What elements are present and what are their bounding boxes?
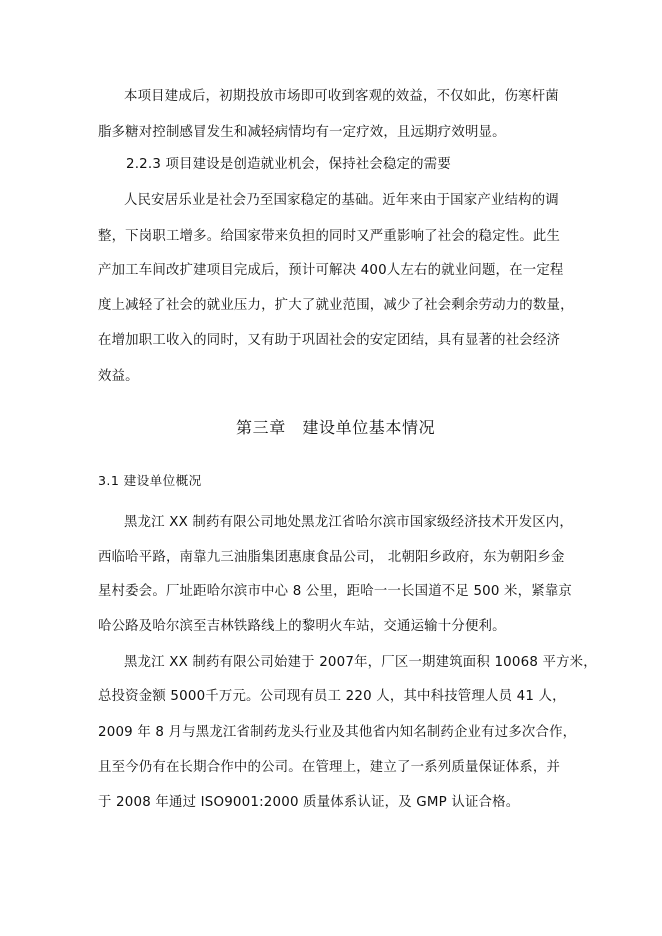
paragraph-2-line-3: 产加工车间改扩建项目完成后，预计可解决 400人左右的就业问题，在一定程 (98, 263, 564, 278)
paragraph-4-line-1: 黑龙江 XX 制药有限公司始建于 2007年，厂区一期建筑面积 10068 平方米， (124, 655, 597, 670)
paragraph-3-line-3: 星村委会。厂址距哈尔滨市中心 8 公里，距哈一一长国道不足 500 米，紧靠京 (98, 584, 573, 599)
paragraph-3-line-2: 西临哈平路，南靠九三油脂集团惠康食品公司， 北朝阳乡政府，东为朝阳乡金 (98, 550, 565, 565)
paragraph-1-line-1: 本项目建成后，初期投放市场即可收到客观的效益，不仅如此，伤寒杆菌 (124, 89, 559, 104)
paragraph-4-line-2: 总投资金额 5000千万元。公司现有员工 220 人，其中科技管理人员 41 人， (98, 689, 566, 704)
paragraph-2-line-6: 效益。 (98, 369, 139, 384)
subheading-2-2-3: 2.2.3 项目建设是创造就业机会，保持社会稳定的需要 (126, 157, 451, 172)
paragraph-2-line-5: 在增加职工收入的同时，又有助于巩固社会的安定团结，具有显著的社会经济 (98, 333, 561, 348)
paragraph-2-line-2: 整，下岗职工增多。给国家带来负担的同时又严重影响了社会的稳定性。此生 (98, 229, 561, 244)
paragraph-3-line-1: 黑龙江 XX 制药有限公司地处黑龙江省哈尔滨市国家级经济技术开发区内， (124, 515, 573, 530)
paragraph-4-line-4: 且至今仍有在长期合作中的公司。在管理上，建立了一系列质量保证体系，并 (98, 760, 561, 775)
chapter-title: 第三章 建设单位基本情况 (236, 418, 436, 437)
paragraph-4-line-5: 于 2008 年通过 ISO9001:2000 质量体系认证，及 GMP 认证合格。 (98, 795, 520, 810)
section-3-1-heading: 3.1 建设单位概况 (98, 473, 202, 488)
paragraph-2-line-4: 度上减轻了社会的就业压力，扩大了就业范围，减少了社会剩余劳动力的数量， (98, 298, 574, 313)
paragraph-3-line-4: 哈公路及哈尔滨至吉林铁路线上的黎明火车站，交通运输十分便利。 (98, 619, 506, 634)
paragraph-1-line-2: 脂多糖对控制感冒发生和减轻病情均有一定疗效，且远期疗效明显。 (98, 125, 506, 140)
paragraph-2-line-1: 人民安居乐业是社会乃至国家稳定的基础。近年来由于国家产业结构的调 (124, 193, 559, 208)
paragraph-4-line-3: 2009 年 8 月与黑龙江省制药龙头行业及其他省内知名制药企业有过多次合作， (98, 725, 577, 740)
